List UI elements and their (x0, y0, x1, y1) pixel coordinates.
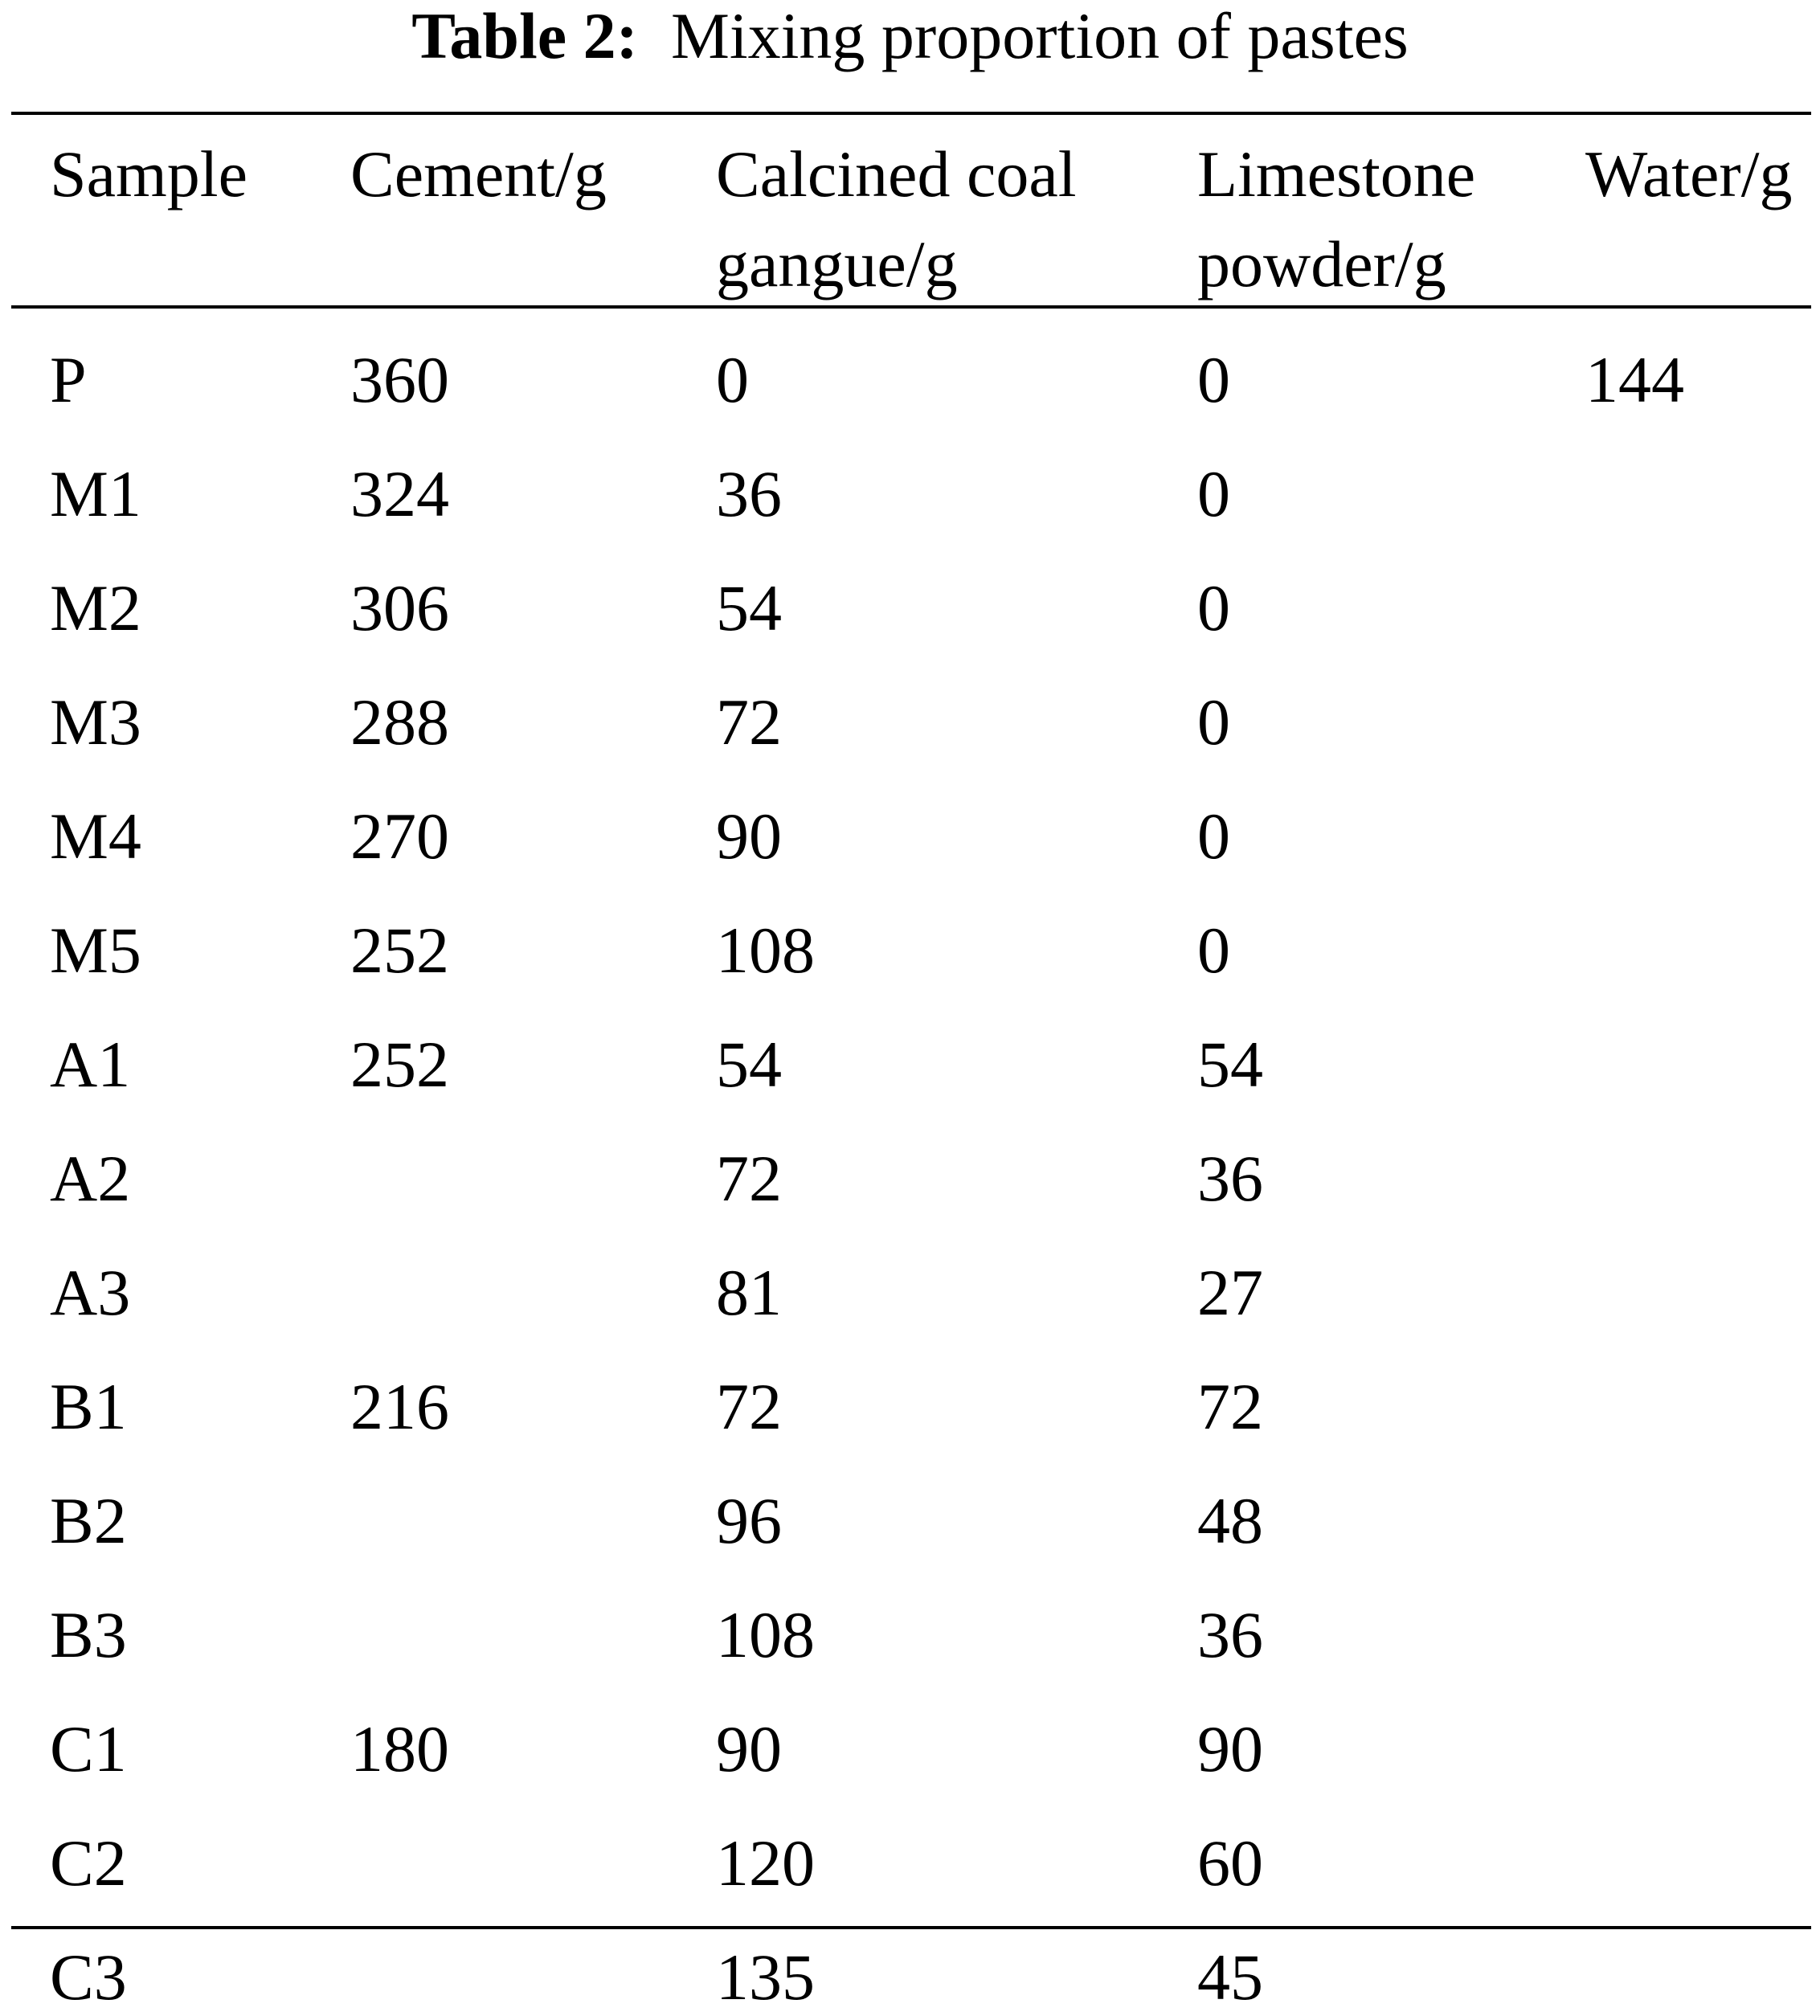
table-cell: 252 (350, 914, 449, 987)
table-cell (1585, 1560, 1820, 1674)
table-body (0, 309, 1820, 2016)
table-row (0, 1560, 1820, 1674)
table-cell: B3 (50, 1598, 127, 1671)
table-cell (1585, 1103, 1820, 1217)
table-cell: 72 (1197, 1370, 1263, 1443)
table-cell: 0 (1197, 799, 1230, 873)
table-cell: 81 (716, 1256, 782, 1329)
column-header-line: Limestone (1197, 137, 1476, 211)
table-cell: M2 (50, 571, 141, 644)
table-cell: 90 (1197, 1712, 1263, 1785)
column-header-calcined-coal-gangue (716, 115, 1197, 309)
table-cell: 36 (716, 457, 782, 530)
table-cell (350, 1103, 716, 1217)
column-header-line: Cement/g (350, 137, 607, 211)
table-cell: 306 (350, 571, 449, 644)
table-cell: B1 (50, 1370, 127, 1443)
table-cell (1585, 1446, 1820, 1560)
table-cell: 54 (716, 1028, 782, 1101)
caption-label: Table 2: (411, 0, 638, 72)
column-header-line: Calcined coal (716, 137, 1077, 211)
column-header-line: powder/g (1197, 227, 1446, 301)
column-header-water (1585, 115, 1820, 309)
table-cell: P (50, 343, 87, 416)
table-cell: 0 (1197, 343, 1230, 416)
table-cell (1585, 875, 1820, 989)
table-cell: 360 (350, 343, 449, 416)
table-row (0, 533, 1820, 647)
table-cell: 90 (716, 799, 782, 873)
table-cell: 0 (1197, 914, 1230, 987)
table-cell (350, 1902, 716, 2016)
table-cell (1585, 761, 1820, 875)
caption-title: Mixing proportion of pastes (670, 0, 1409, 72)
table-row (0, 419, 1820, 533)
table-row (0, 1788, 1820, 1902)
table-cell (1585, 647, 1820, 761)
table-cell (350, 1560, 716, 1674)
column-header-limestone-powder (1197, 115, 1585, 309)
table-cell: 216 (350, 1370, 449, 1443)
table-cell: 324 (350, 457, 449, 530)
table-cell: 108 (716, 914, 815, 987)
table-cell: 0 (1197, 685, 1230, 759)
table-cell (350, 1788, 716, 1902)
table-cell: 108 (716, 1598, 815, 1671)
table-cell (1585, 1902, 1820, 2016)
table-cell: 144 (1585, 343, 1684, 416)
table-cell (1585, 533, 1820, 647)
table-cell: B2 (50, 1484, 127, 1557)
table-cell: M3 (50, 685, 141, 759)
table-cell: 72 (716, 1370, 782, 1443)
table-row (0, 1331, 1820, 1446)
table-cell: C2 (50, 1826, 127, 1899)
table-cell: 0 (716, 343, 749, 416)
table-cell (1585, 1788, 1820, 1902)
column-header-cement (350, 115, 716, 309)
table-cell: 0 (1197, 571, 1230, 644)
table-row (0, 1446, 1820, 1560)
table-cell: C1 (50, 1712, 127, 1785)
table-cell: 36 (1197, 1142, 1263, 1215)
table-cell: 48 (1197, 1484, 1263, 1557)
table-row (0, 1674, 1820, 1788)
table-cell (1585, 989, 1820, 1103)
table-row (0, 989, 1820, 1103)
column-header-sample (0, 115, 350, 309)
table-cell: M1 (50, 457, 141, 530)
table-cell: 120 (716, 1826, 815, 1899)
table-cell (1585, 1217, 1820, 1331)
table-row (0, 1103, 1820, 1217)
table-cell: 54 (716, 571, 782, 644)
column-header-line: Sample (50, 137, 247, 211)
table-row (0, 309, 1820, 419)
table-cell: 36 (1197, 1598, 1263, 1671)
header-row (0, 115, 1820, 309)
table-cell: A2 (50, 1142, 131, 1215)
table-cell: M5 (50, 914, 141, 987)
table-row (0, 1902, 1820, 2016)
table-cell (350, 1446, 716, 1560)
table-cell: 0 (1197, 457, 1230, 530)
table-cell: 252 (350, 1028, 449, 1101)
column-header-line: Water/g (1585, 137, 1793, 211)
table-cell: 96 (716, 1484, 782, 1557)
table-cell: 45 (1197, 1940, 1263, 2014)
table-cell (1585, 419, 1820, 533)
table-row (0, 647, 1820, 761)
table-row (0, 1217, 1820, 1331)
table-cell: 27 (1197, 1256, 1263, 1329)
mixing-proportion-table (0, 115, 1820, 2016)
table-cell: 288 (350, 685, 449, 759)
table-cell: 135 (716, 1940, 815, 2014)
column-header-line: gangue/g (716, 227, 958, 301)
table-cell: A1 (50, 1028, 131, 1101)
table-cell: A3 (50, 1256, 131, 1329)
table-cell (350, 1217, 716, 1331)
table-cell: M4 (50, 799, 141, 873)
table-cell (1585, 1331, 1820, 1446)
table-row (0, 875, 1820, 989)
table-cell: 54 (1197, 1028, 1263, 1101)
table-cell: 180 (350, 1712, 449, 1785)
table-cell: 90 (716, 1712, 782, 1785)
table-cell (1585, 1674, 1820, 1788)
table-cell: 270 (350, 799, 449, 873)
table-caption (0, 0, 1820, 72)
table-cell: 60 (1197, 1826, 1263, 1899)
table-cell: 72 (716, 1142, 782, 1215)
table-cell: C3 (50, 1940, 127, 2014)
table-row (0, 761, 1820, 875)
table-cell: 72 (716, 685, 782, 759)
